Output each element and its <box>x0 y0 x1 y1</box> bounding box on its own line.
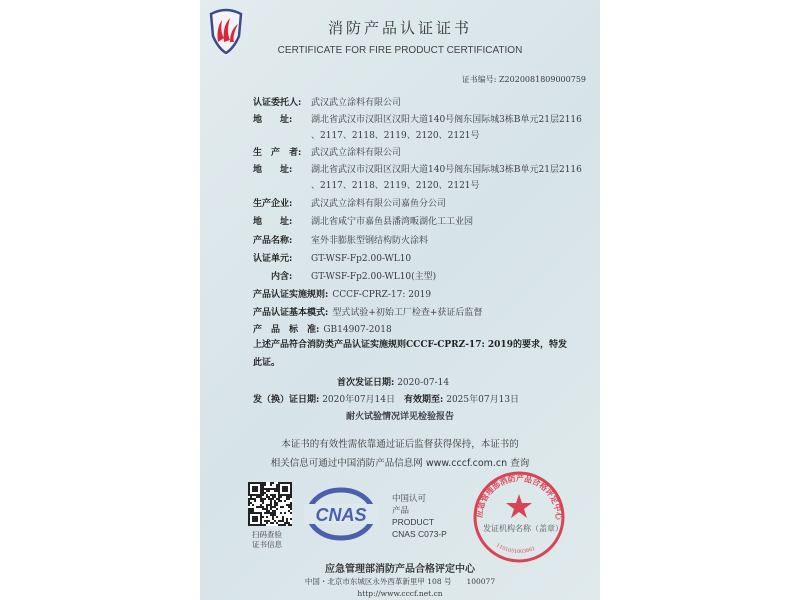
organization-website[interactable]: http://www.cccf.net.cn <box>357 589 443 598</box>
notice-line-1: 本证书的有效性需依靠通过证后监督获得保持，本证书的 <box>281 439 519 450</box>
field-value: 湖北省武汉市汉阳区汉阳大道140号阁东国际城3栋B单元21层2116 <box>311 165 582 175</box>
certificate-number: 证书编号: Z2020081809000759 <box>461 75 586 84</box>
field-row <box>253 214 473 227</box>
statement-line-2: 此证。 <box>253 358 281 368</box>
field-label: 认证委托人: <box>253 98 302 108</box>
organization-address: 中国・北京市东城区永外西革新里甲 108 号 100077 <box>304 577 496 586</box>
field-label: 地 址: <box>253 115 293 125</box>
field-row <box>253 112 582 125</box>
field-label: 产品认证基本模式: <box>253 308 329 318</box>
field-label: 产品名称: <box>253 236 293 246</box>
field-row <box>253 305 482 318</box>
issuing-organization: 应急管理部消防产品合格评定中心 <box>325 564 475 575</box>
field-value: CCCF-CPRZ-17: 2019 <box>332 290 432 300</box>
field-value: 武汉武立涂料有限公司 <box>311 148 402 158</box>
field-label: 地 址: <box>253 217 293 227</box>
field-value: 武汉武立涂料有限公司嘉鱼分公司 <box>311 199 447 209</box>
seal-number: 1101051003661 <box>495 542 537 556</box>
field-row <box>253 251 411 264</box>
field-row <box>253 178 480 191</box>
field-value: 、2117、2118、2119、2120、2121号 <box>311 181 480 191</box>
seal-text: 应急管理部消防产品合格评定中心 <box>474 473 564 521</box>
field-row <box>253 162 582 175</box>
field-row <box>253 128 480 141</box>
cnas-logo-icon <box>304 486 378 542</box>
field-row <box>253 145 401 158</box>
field-row <box>253 95 401 108</box>
title-en: CERTIFICATE FOR FIRE PRODUCT CERTIFICATION <box>277 45 523 56</box>
svg-text:1101051003661 <box>495 543 536 555</box>
report-note: 耐火试验情况详见检验报告 <box>345 412 454 422</box>
qr-caption: 扫码查验 证书信息 <box>252 530 282 549</box>
issue-dates: 发（换）证日期: 2020年07月14日 有效期至: 2025年07月13日 <box>253 395 520 405</box>
field-value: 湖北省武汉市汉阳区汉阳大道140号阁东国际城3栋B单元21层2116 <box>311 115 582 125</box>
field-label: 生 产 者: <box>253 148 302 158</box>
field-value: 武汉武立涂料有限公司 <box>311 98 402 108</box>
field-value: 型式试验+初始工厂检查+获证后监督 <box>332 308 483 318</box>
field-value: 湖北省咸宁市嘉鱼县潘湾畈湖化工工业园 <box>311 217 474 227</box>
field-label: 认证单元: <box>253 254 293 264</box>
svg-text:CNAS: CNAS <box>315 505 367 525</box>
field-value: GT-WSF-Fp2.00-WL10(主型) <box>311 272 437 282</box>
field-label: 地 址: <box>253 165 293 175</box>
field-value: GB14907-2018 <box>323 325 392 335</box>
certificate <box>200 0 600 600</box>
field-label: 产 品 标 准: <box>253 325 320 335</box>
field-row <box>253 269 436 282</box>
field-row <box>253 233 428 246</box>
first-issue-date: 首次发证日期: 2020-07-14 <box>337 378 450 388</box>
field-row <box>253 287 431 300</box>
field-row <box>253 196 446 209</box>
field-label: 生产企业: <box>253 199 293 209</box>
cnas-text: 中国认可 产品 PRODUCT CNAS C073-P <box>392 493 447 539</box>
title-cn: 消防产品认证证书 <box>327 19 472 37</box>
official-seal-icon <box>472 470 566 564</box>
field-value: GT-WSF-Fp2.00-WL10 <box>311 254 412 264</box>
qr-code-icon[interactable] <box>248 482 292 526</box>
field-label: 产品认证实施规则: <box>253 290 329 300</box>
field-value: 、2117、2118、2119、2120、2121号 <box>311 131 480 141</box>
seal-caption: 发证机构名称（盖章） <box>483 524 563 533</box>
notice-line-2: 相关信息可通过中国消防产品信息网 www.cccf.com.cn 查询 <box>270 458 530 469</box>
field-row <box>253 322 392 335</box>
field-label: 内含: <box>253 272 293 282</box>
statement-line-1: 上述产品符合消防类产品认证实施规则CCCF-CPRZ-17: 2019的要求，特发 <box>253 340 567 350</box>
field-value: 室外非膨胀型钢结构防火涂料 <box>311 236 429 246</box>
